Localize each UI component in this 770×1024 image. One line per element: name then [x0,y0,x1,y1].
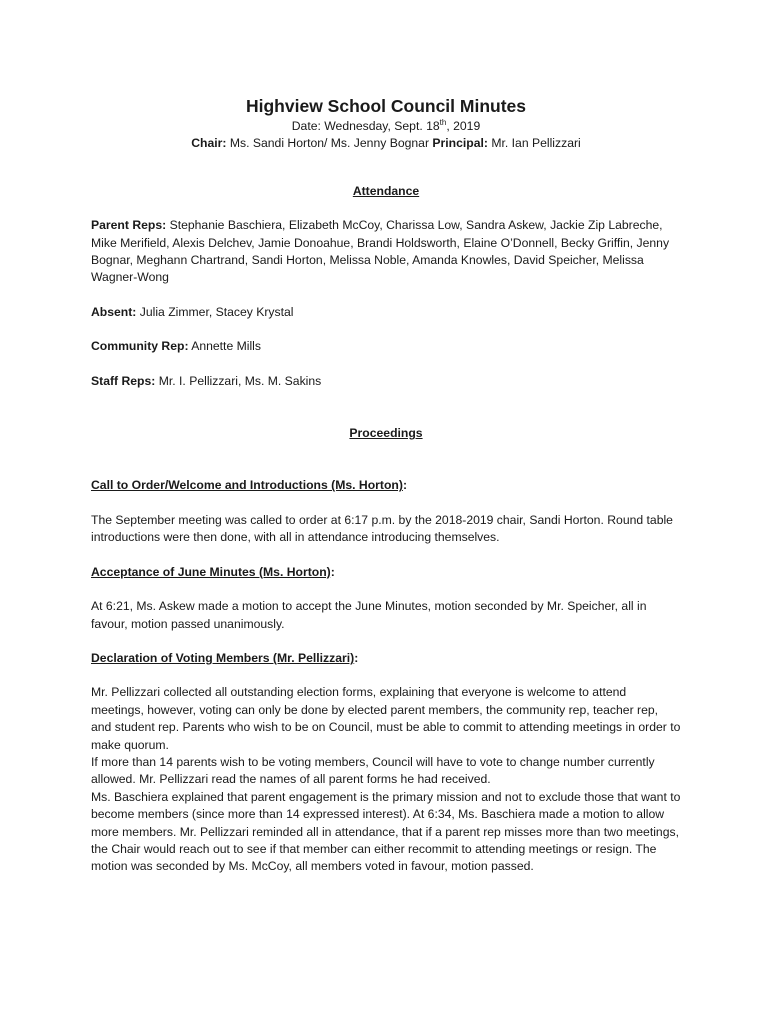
voting-members-heading-text: Declaration of Voting Members (Mr. Pellizzari) [91,650,355,665]
staff-reps-paragraph [91,373,681,390]
june-minutes-heading [91,564,681,581]
principal-label: Principal: [432,136,488,151]
call-to-order-heading [91,477,681,494]
parent-reps-paragraph [91,217,681,287]
voting-members-colon: : [354,650,359,665]
attendance-heading: Attendance [352,183,420,198]
june-minutes-heading-text: Acceptance of June Minutes (Ms. Horton) [91,564,331,579]
voting-members-heading [91,650,681,667]
community-rep-label: Community Rep: [91,339,189,354]
chair-label: Chair: [191,136,227,151]
voting-members-body-3: Ms. Baschiera explained that parent engagement is the primary mission and not to exclude those that want to become members (since more than 14 expressed interest). At 6:34, Ms. Baschiera made a motion to allow more members. Mr. Pellizzari reminded all in attendance, that if a parent rep misses more than two meetings, the Chair would reach out to see if that member can either recommit to attending meetings or resign. The motion was seconded by Ms. McCoy, all members voted in favour, motion passed. [91,789,681,874]
call-to-order-body: The September meeting was called to order at 6:17 p.m. by the 2018-2019 chair, Sandi Horton. Round table introductions were then done, with all in attendance introducing themselves. [91,512,673,545]
document-title: Highview School Council Minutes [245,96,527,116]
community-rep-paragraph [91,338,681,355]
proceedings-heading: Proceedings [349,426,423,441]
date-year: , 2019 [446,119,481,133]
date-superscript: th [439,117,447,127]
absent-paragraph [91,304,681,321]
june-minutes-body: At 6:21, Ms. Askew made a motion to accept the June Minutes, motion seconded by Mr. Speicher, all in favour, motion passed unanimously. [91,599,647,631]
chair-value: Ms. Sandi Horton/ Ms. Jenny Bognar [226,136,433,151]
community-rep-value: Annette Mills [188,339,261,354]
voting-members-body-1: Mr. Pellizzari collected all outstanding election forms, explaining that everyone is welcome to attend meetings, however, voting can only be done by elected parent members, the community rep, teacher rep, and student rep. Parents who wish to be on Council, must be able to commit to attending meetings in order to make quorum. [91,685,681,752]
meeting-date [91,118,681,135]
staff-reps-label: Staff Reps: [91,373,156,388]
date-text: Date: Wednesday, Sept. 18 [291,119,440,133]
call-to-order-heading-text: Call to Order/Welcome and Introductions (Ms. Horton) [91,478,403,493]
absent-value: Julia Zimmer, Stacey Krystal [136,304,294,319]
parent-reps-value: Stephanie Baschiera, Elizabeth McCoy, Charissa Low, Sandra Askew, Jackie Zip Labreche, Mike Merifield, Alexis Delchev, Jamie Donoahue, Brandi Holdsworth, Elaine O’Donnell, Becky Griffin, Jenny Bognar, Meghann Chartrand, Sandi Horton, Melissa Noble, Amanda Knowles, David Speicher, Melissa Wagner-Wong [91,218,670,285]
chair-principal-line [91,135,681,152]
staff-reps-value: Mr. I. Pellizzari, Ms. M. Sakins [155,373,322,388]
absent-label: Absent: [91,304,137,319]
document-content [91,94,681,876]
principal-value: Mr. Ian Pellizzari [487,136,581,151]
call-to-order-colon: : [402,478,407,493]
june-minutes-colon: : [330,564,335,579]
voting-members-body-2: If more than 14 parents wish to be voting members, Council will have to vote to change number currently allowed. Mr. Pellizzari read the names of all parent forms he had received. [91,754,655,787]
parent-reps-label: Parent Reps: [91,218,167,233]
